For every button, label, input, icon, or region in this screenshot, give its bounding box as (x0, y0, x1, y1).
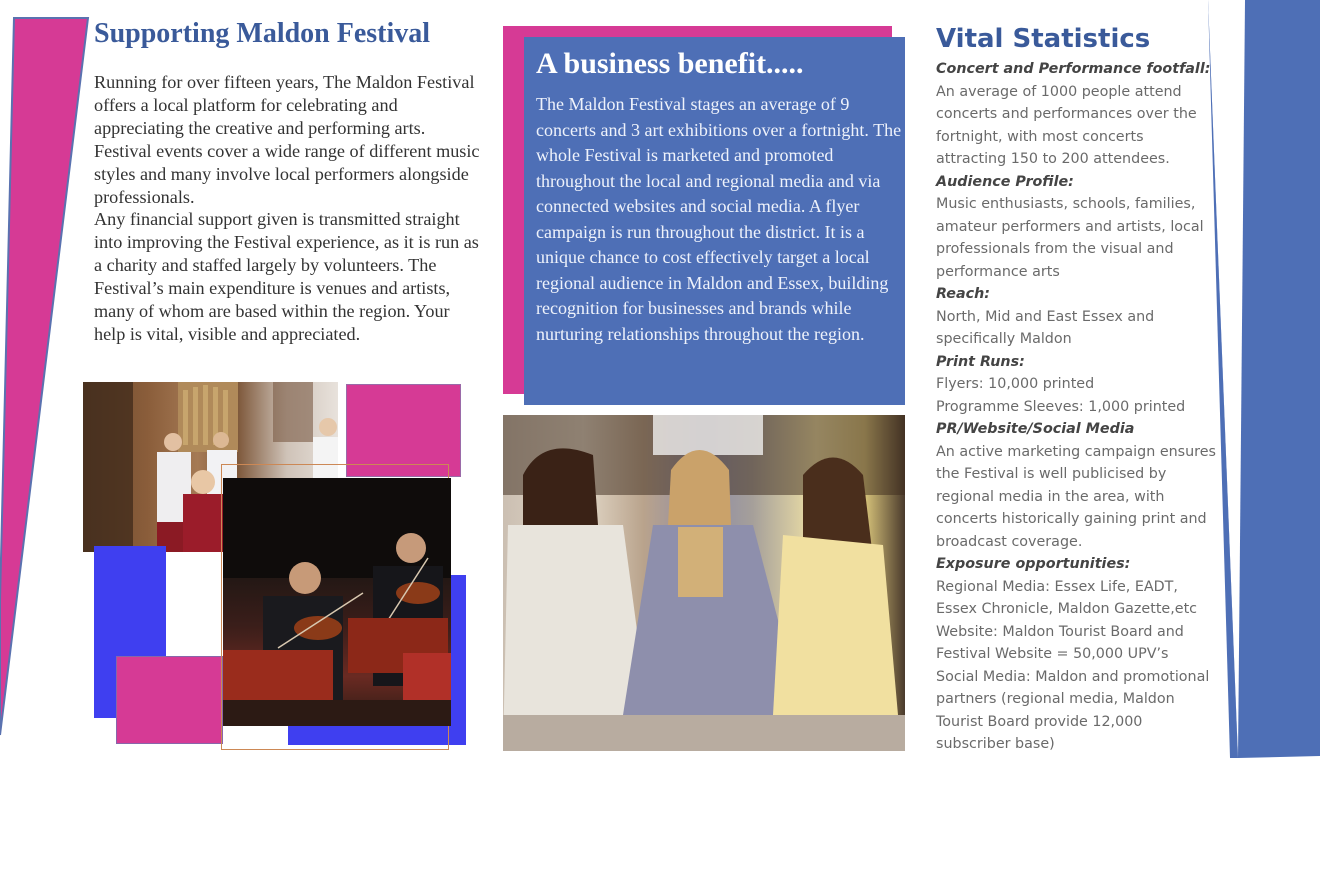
vital-statistics-list (936, 58, 1216, 756)
stat-heading: Concert and Performance footfall: (936, 61, 1211, 77)
supporting-title: Supporting Maldon Festival (94, 18, 431, 49)
supporting-paragraph: Any financial support given is transmitted straight into improving the Festival experience, as it is run as a charity and staffed largely by volunteers. The Festival’s main expenditure is venues and artists, many of whom are based within the region. Your help is vital, visible and appreciated. (94, 209, 479, 344)
stat-text: Music enthusiasts, schools, families, amateur performers and artists, local professionals from the visual and performance arts (936, 196, 1204, 280)
pink-square-decoration (116, 656, 223, 744)
stat-text: An active marketing campaign ensures the Festival is well publicised by regional media in the area, with concerts historically gaining print and broadcast coverage. (936, 443, 1216, 550)
business-benefit-box (524, 37, 905, 405)
stat-heading: Exposure opportunities: (936, 556, 1131, 572)
left-pink-wedge-decoration (0, 0, 95, 740)
stat-heading: Reach: (936, 286, 991, 302)
stat-heading: PR/Website/Social Media (936, 421, 1135, 437)
supporting-paragraph: Running for over fifteen years, The Maldon Festival offers a local platform for celebrating and appreciating the creative and performing arts. Festival events cover a wide range of different music styles and many involve local performers alongside professionals. (94, 72, 480, 207)
stat-heading: Print Runs: (936, 353, 1025, 370)
theatre-performers-photo (503, 415, 905, 751)
stat-text: An average of 1000 people attend concerts and performances over the fortnight, with most concerts attracting 150 to 200 attendees. (936, 83, 1197, 167)
stat-heading: Audience Profile: (936, 173, 1074, 190)
vital-statistics-title: Vital Statistics (936, 24, 1151, 54)
stat-text: Regional Media: Essex Life, EADT, Essex Chronicle, Maldon Gazette,etc Website: Maldon Tourist Board and Festival Website = 50,000 UPV’s Social Media: Maldon and promotional partners (regional media, Maldon Tourist Board provide 12,000 subscriber base) (936, 578, 1210, 752)
business-benefit-body: The Maldon Festival stages an average of 9 concerts and 3 art exhibitions over a fortnight. The whole Festival is marketed and promoted throughout the local and regional media and via connected websites and social media. A flyer campaign is run throughout the district. It is a unique chance to cost effectively target a local regional audience in Maldon and Essex, building recognition for businesses and brands while nurturing relationships throughout the region. (536, 94, 902, 344)
stat-text: Flyers: 10,000 printed Programme Sleeves: 1,000 printed (936, 376, 1186, 415)
business-benefit-title: A business benefit..... (536, 47, 804, 80)
stat-text: North, Mid and East Essex and specifically Maldon (936, 308, 1155, 347)
violinists-photo (223, 478, 451, 726)
supporting-body (94, 71, 484, 346)
